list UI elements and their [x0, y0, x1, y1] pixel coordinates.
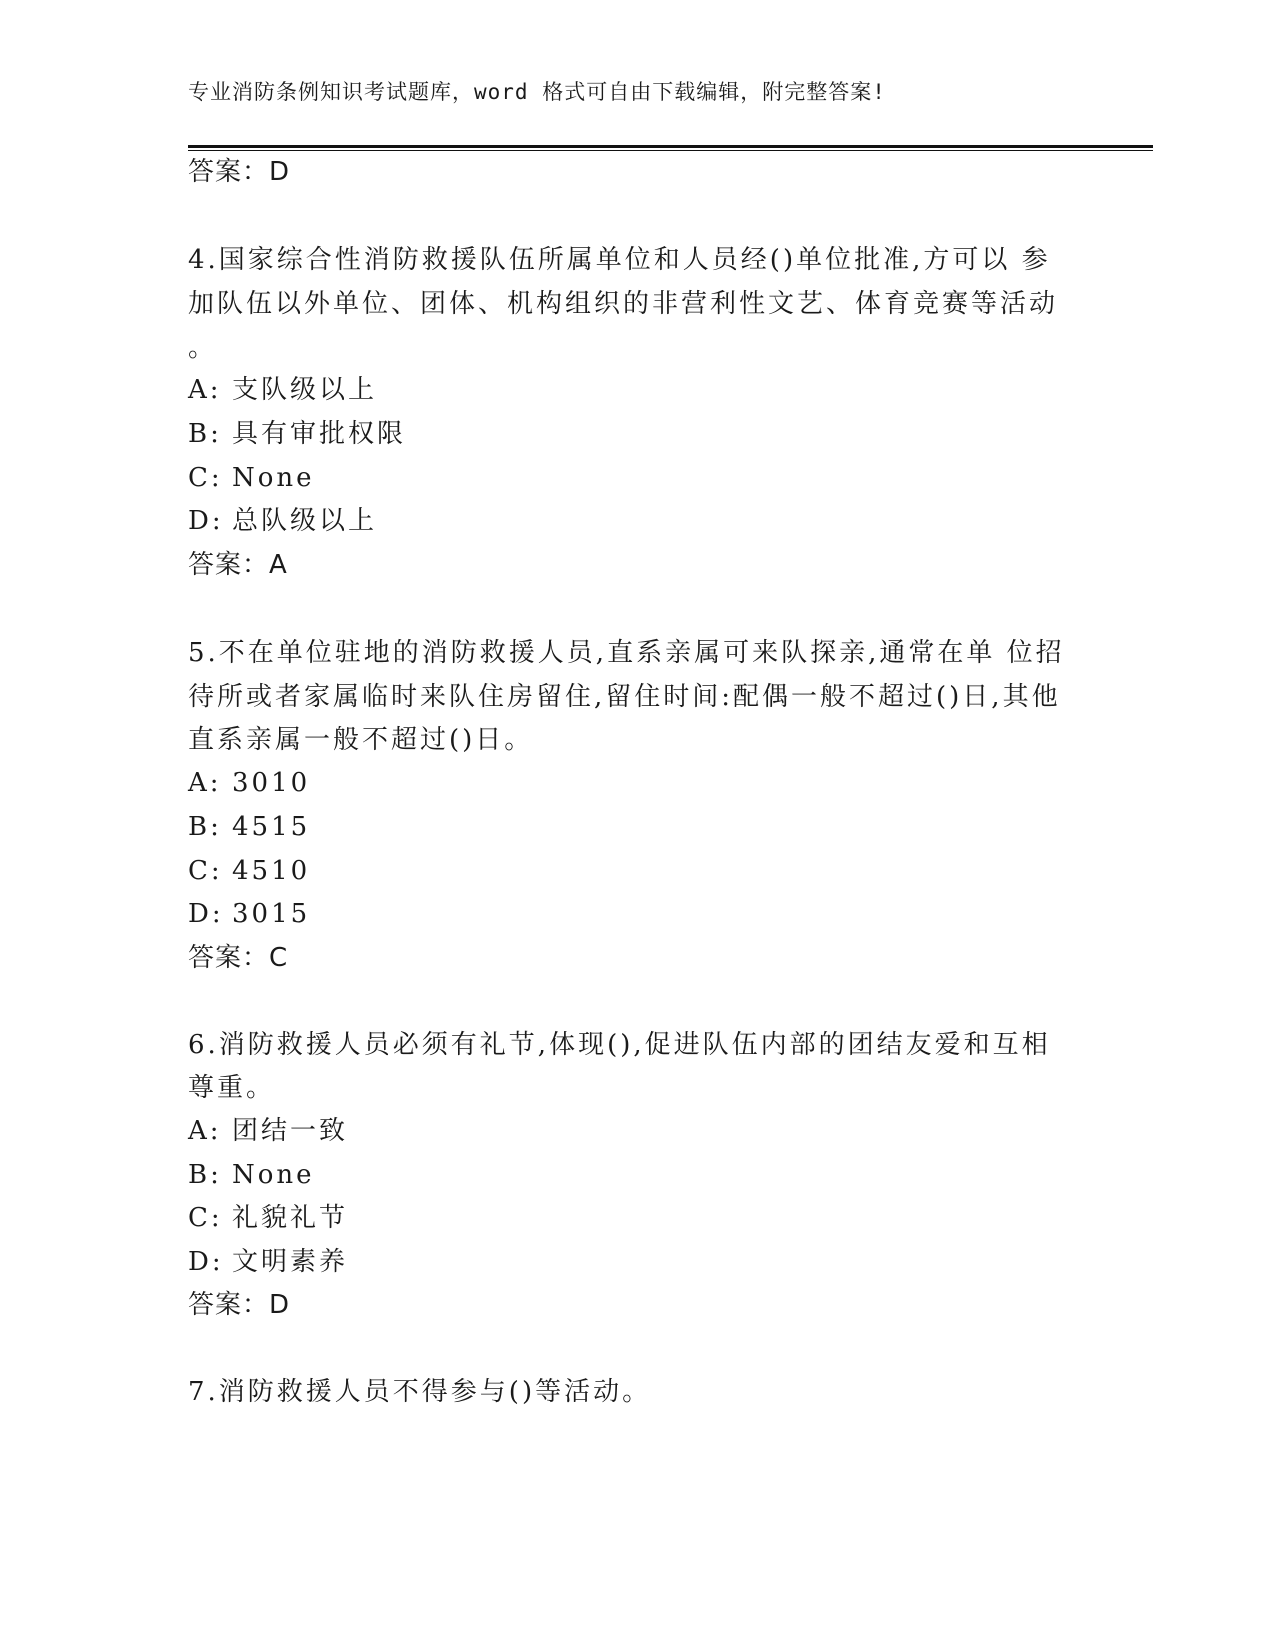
option-text: None — [232, 1160, 315, 1190]
option-text: 3010 — [232, 768, 311, 798]
question-5-line: 待所或者家属临时来队住房留住,留住时间:配偶一般不超过()日,其他 — [188, 682, 1061, 712]
question-4-line: 加队伍以外单位、团体、机构组织的非营利性文艺、体育竞赛等活动 — [188, 289, 1059, 319]
option-b — [188, 1155, 315, 1195]
question-6-line: 6.消防救援人员必须有礼节,体现(),促进队伍内部的团结友爱和互相 — [188, 1030, 1051, 1060]
option-label: B: — [188, 419, 222, 449]
option-text: 礼貌礼节 — [232, 1203, 349, 1233]
page-header: 专业消防条例知识考试题库，word 格式可自由下载编辑，附完整答案! — [188, 80, 886, 104]
option-label: D: — [188, 1247, 224, 1277]
option-a — [188, 370, 377, 410]
option-text: 3015 — [232, 899, 311, 929]
option-text: 文明素养 — [232, 1247, 349, 1277]
answer-line: 答案：D — [188, 1290, 291, 1320]
option-text: 总队级以上 — [232, 506, 378, 536]
question-4-line: 。 — [188, 333, 218, 363]
option-label: A: — [188, 1116, 222, 1146]
option-text: 团结一致 — [232, 1116, 349, 1146]
option-label: D: — [188, 506, 224, 536]
option-label: C: — [188, 1203, 223, 1233]
option-d — [188, 501, 377, 541]
option-d — [188, 894, 310, 934]
question-6-line: 尊重。 — [188, 1073, 276, 1103]
option-c — [188, 1198, 348, 1238]
option-text: 支队级以上 — [232, 375, 378, 405]
answer-line: 答案：A — [188, 550, 288, 580]
option-label: B: — [188, 812, 222, 842]
option-label: B: — [188, 1160, 222, 1190]
option-label: C: — [188, 856, 223, 886]
option-a — [188, 1111, 348, 1151]
option-a — [188, 763, 310, 803]
question-7-line: 7.消防救援人员不得参与()等活动。 — [188, 1377, 652, 1407]
option-label: A: — [188, 768, 222, 798]
question-5-line: 5.不在单位驻地的消防救援人员,直系亲属可来队探亲,通常在单 位招 — [188, 638, 1065, 668]
header-divider-thin — [188, 150, 1153, 151]
option-c — [188, 851, 310, 891]
option-text: 4510 — [232, 856, 311, 886]
question-4-line: 4.国家综合性消防救援队伍所属单位和人员经()单位批准,方可以 参 — [188, 245, 1051, 275]
option-c — [188, 458, 315, 498]
question-5-line: 直系亲属一般不超过()日。 — [188, 725, 534, 755]
option-label: D: — [188, 899, 224, 929]
option-text: 具有审批权限 — [232, 419, 407, 449]
answer-line: 答案：D — [188, 157, 291, 187]
option-b — [188, 414, 406, 454]
answer-line: 答案：C — [188, 943, 289, 973]
option-label: A: — [188, 375, 222, 405]
option-text: None — [232, 463, 315, 493]
header-divider — [188, 145, 1153, 148]
option-label: C: — [188, 463, 223, 493]
option-b — [188, 807, 310, 847]
option-d — [188, 1242, 348, 1282]
option-text: 4515 — [232, 812, 311, 842]
